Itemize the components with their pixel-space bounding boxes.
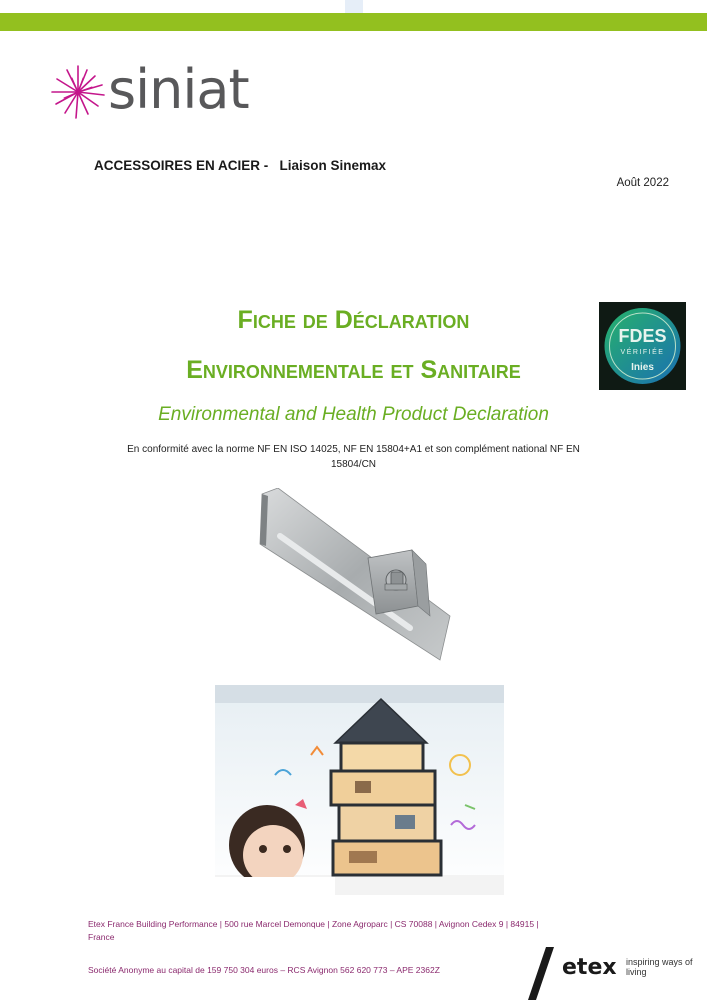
subtitle-english: Environmental and Health Product Declaration [158, 404, 549, 425]
fdes-badge-org: Inies [631, 362, 654, 373]
title-line-1: Fiche de Déclaration [237, 306, 470, 334]
footer-legal: Société Anonyme au capital de 159 750 304 euros – RCS Avignon 562 620 773 – APE 2362Z [88, 965, 440, 975]
top-notch [345, 0, 363, 13]
conformity-statement: En conformité avec la norme NF EN ISO 14025, NF EN 15804+A1 et son complément national NF EN 15804/CN [127, 444, 580, 470]
house-illustration [215, 685, 504, 895]
product-line: ACCESSOIRES EN ACIER - Liaison Sinemax [94, 158, 387, 173]
fdes-badge-main: FDES [618, 326, 667, 346]
etex-logo: etex [562, 955, 617, 980]
footer-address: Etex France Building Performance | 500 rue Marcel Demonque | Zone Agroparc | CS 70088 | Avignon Cedex 9 | 84915 | France [88, 919, 539, 942]
top-accent-bar [0, 13, 707, 31]
document-date: Août 2022 [616, 177, 669, 189]
etex-tagline: inspiring ways of living [626, 957, 693, 977]
title-line-2: Environnementale et Sanitaire [186, 356, 521, 384]
product-photo-sinemax-connector [240, 488, 465, 666]
starburst-icon [52, 66, 104, 118]
fdes-verified-badge [599, 302, 686, 390]
fdes-badge-verified: VÉRIFIÉE [620, 349, 665, 356]
siniat-wordmark: siniat [108, 58, 249, 121]
